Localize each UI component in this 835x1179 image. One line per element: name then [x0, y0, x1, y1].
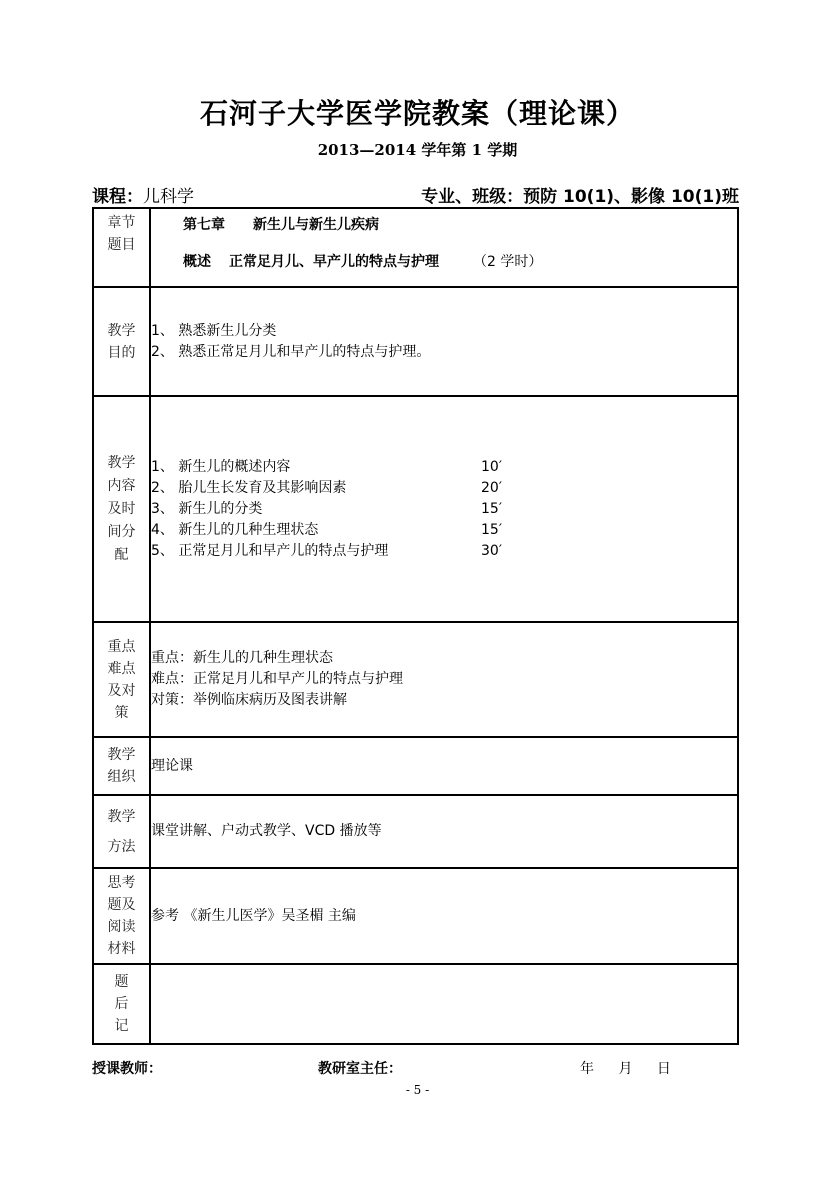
label-key-points: 重点难点及对策 — [93, 622, 150, 737]
label-organization: 教学组织 — [93, 737, 150, 795]
row-chapter — [93, 208, 738, 287]
row-postscript — [93, 964, 738, 1044]
label-postscript: 题后记 — [93, 964, 150, 1044]
overview-heading: 概述 正常足月儿、早产儿的特点与护理 （2 学时） — [183, 254, 543, 270]
label-content: 教学内容及时间分配 — [93, 396, 150, 622]
lesson-plan-table — [92, 207, 739, 1045]
label-chapter: 章节题目 — [93, 208, 150, 287]
chapter-content — [150, 208, 738, 287]
director-label: 教研室主任： — [318, 1061, 402, 1077]
course-label: 课程： — [92, 187, 143, 207]
organization-value: 理论课 — [150, 737, 738, 795]
objective-item: 2、 熟悉正常足月儿和早产儿的特点与护理。 — [151, 343, 431, 360]
major-class-info: 专业、班级：预防 10(1)、影像 10(1)班 — [421, 187, 739, 207]
row-reading — [93, 868, 738, 964]
row-objectives — [93, 287, 738, 396]
reading-value: 参考 《新生儿医学》吴圣楣 主编 — [150, 868, 738, 964]
content-item: 1、 新生儿的概述内容 10′ — [151, 458, 502, 475]
semester-subtitle: 2013—2014 学年第 1 学期 — [317, 141, 518, 159]
row-methods — [93, 795, 738, 868]
content-item: 5、 正常足月儿和早产儿的特点与护理 30′ — [151, 542, 502, 559]
content-list — [150, 396, 738, 622]
methods-value: 课堂讲解、户动式教学、VCD 播放等 — [150, 795, 738, 868]
teacher-label: 授课教师： — [92, 1061, 162, 1077]
key-point-item: 对策：举例临床病历及图表讲解 — [151, 692, 347, 708]
date-label: 年 月 日 — [580, 1061, 671, 1077]
objectives-content — [150, 287, 738, 396]
key-points-content — [150, 622, 738, 737]
objective-item: 1、 熟悉新生儿分类 — [151, 322, 277, 339]
label-methods: 教学方法 — [93, 795, 150, 868]
content-item: 4、 新生儿的几种生理状态 15′ — [151, 521, 502, 538]
row-content — [93, 396, 738, 622]
row-organization — [93, 737, 738, 795]
label-reading: 思考题及阅读材料 — [93, 868, 150, 964]
page-number: - 5 - — [405, 1083, 430, 1097]
content-item: 3、 新生儿的分类 15′ — [151, 500, 502, 517]
content-item: 2、 胎儿生长发育及其影响因素 20′ — [151, 479, 502, 496]
course-value: 儿科学 — [143, 187, 194, 207]
key-point-item: 重点：新生儿的几种生理状态 — [151, 650, 333, 666]
postscript-value — [150, 964, 738, 1044]
key-point-item: 难点：正常足月儿和早产儿的特点与护理 — [151, 671, 403, 687]
course-info — [92, 182, 194, 207]
row-key-points — [93, 622, 738, 737]
label-objectives: 教学目的 — [93, 287, 150, 396]
page-title: 石河子大学医学院教案（理论课） — [199, 97, 635, 130]
chapter-heading: 第七章 新生儿与新生儿疾病 — [183, 217, 379, 233]
